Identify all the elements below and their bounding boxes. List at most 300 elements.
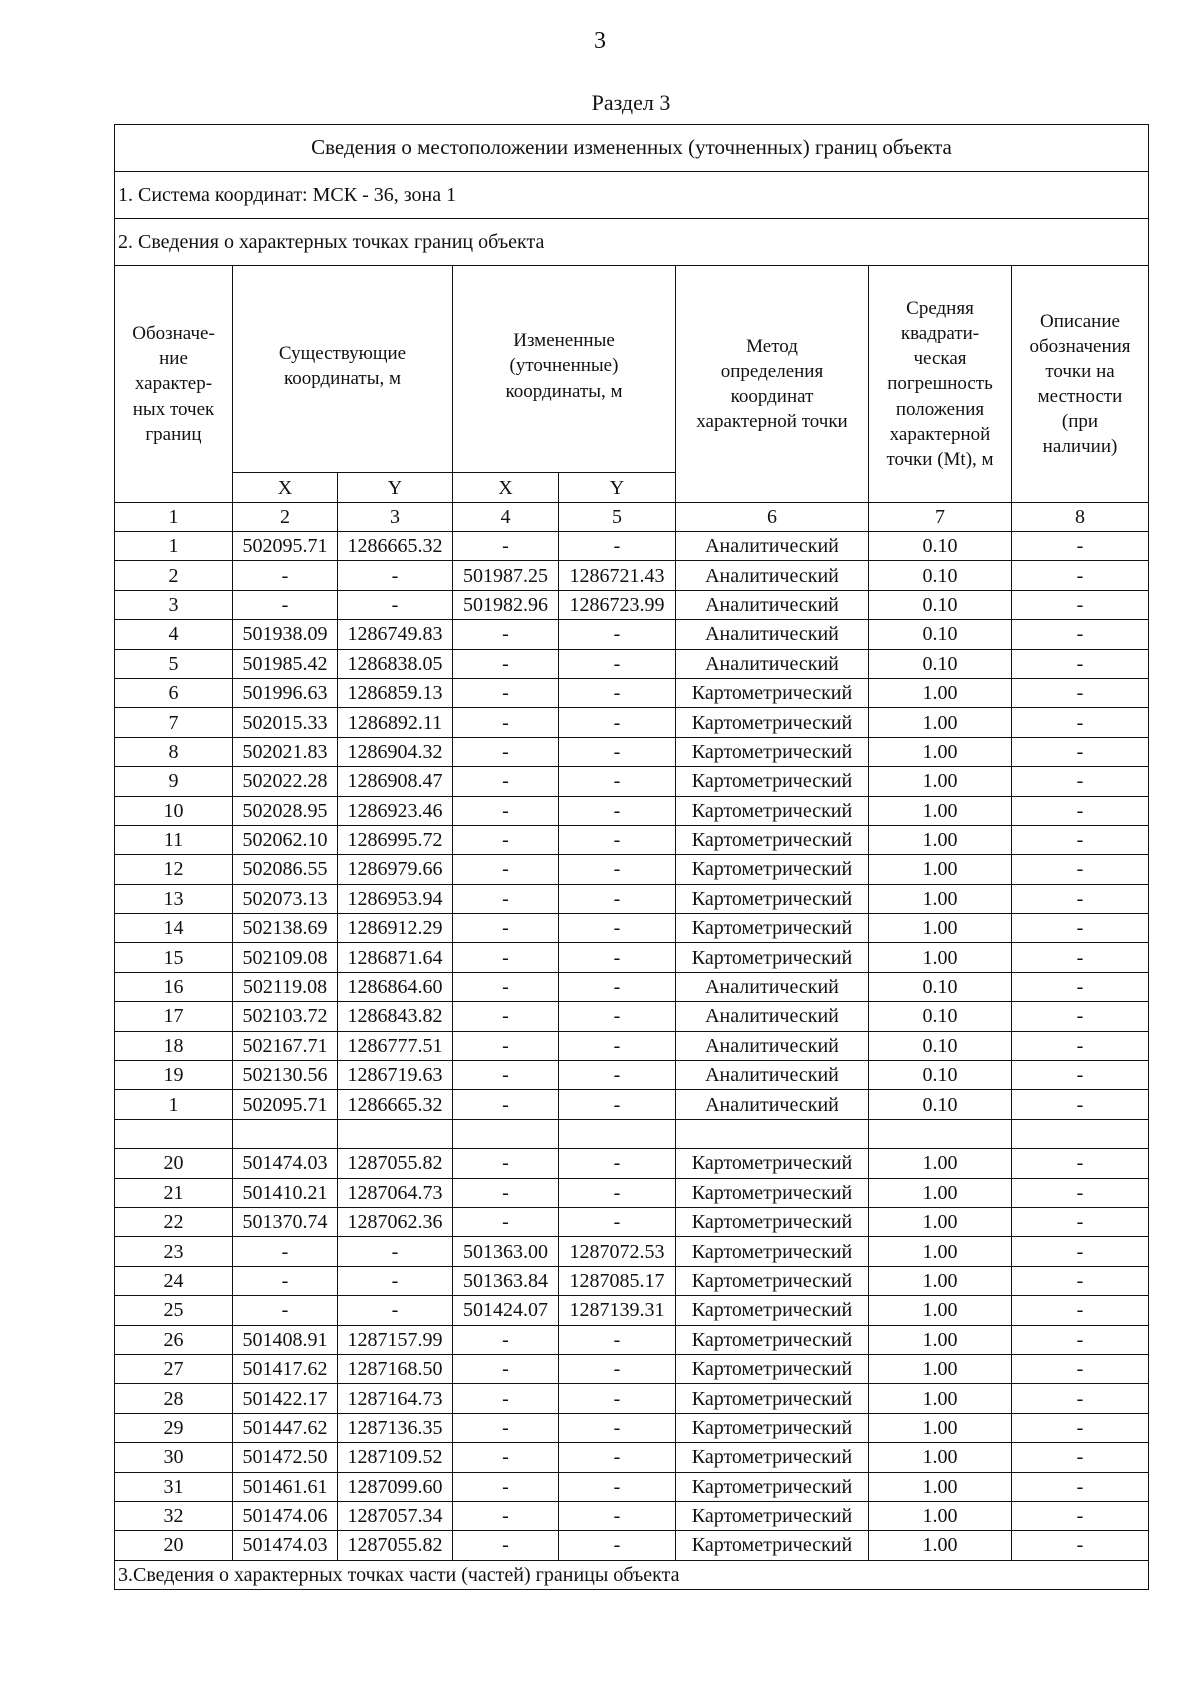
mean-error-cell: 1.00	[869, 1443, 1012, 1472]
method-cell	[676, 1119, 869, 1148]
method-cell: Картометрический	[676, 1325, 869, 1354]
mean-error-cell: 1.00	[869, 1266, 1012, 1295]
point-id-cell: 16	[115, 972, 233, 1001]
changed-x-cell: 501982.96	[453, 590, 559, 619]
points-heading-row	[115, 219, 1149, 266]
changed-y-cell: -	[559, 1149, 676, 1178]
description-cell: -	[1012, 649, 1149, 678]
table-row	[115, 1384, 1149, 1413]
point-id-cell: 9	[115, 767, 233, 796]
description-cell: -	[1012, 1413, 1149, 1442]
part-points-heading-row	[115, 1560, 1149, 1589]
table-row	[115, 708, 1149, 737]
changed-x-cell: -	[453, 884, 559, 913]
method-cell: Картометрический	[676, 914, 869, 943]
mean-error-cell: 1.00	[869, 708, 1012, 737]
point-id-cell	[115, 1119, 233, 1148]
method-cell: Картометрический	[676, 1149, 869, 1178]
point-id-cell: 14	[115, 914, 233, 943]
mean-error-cell: 0.10	[869, 590, 1012, 619]
changed-y-cell: -	[559, 620, 676, 649]
description-cell: -	[1012, 561, 1149, 590]
table-row	[115, 590, 1149, 619]
changed-y-cell: -	[559, 1061, 676, 1090]
method-cell: Аналитический	[676, 972, 869, 1001]
changed-x-cell: -	[453, 1149, 559, 1178]
table-row	[115, 532, 1149, 561]
description-cell: -	[1012, 1237, 1149, 1266]
changed-y-cell: -	[559, 914, 676, 943]
method-cell: Картометрический	[676, 1296, 869, 1325]
description-cell: -	[1012, 1472, 1149, 1501]
mean-error-cell	[869, 1119, 1012, 1148]
point-id-cell: 24	[115, 1266, 233, 1295]
column-number: 5	[559, 503, 676, 532]
changed-y-cell: 1287072.53	[559, 1237, 676, 1266]
table-row	[115, 884, 1149, 913]
mean-error-cell: 0.10	[869, 620, 1012, 649]
mean-error-cell: 1.00	[869, 884, 1012, 913]
method-cell: Картометрический	[676, 708, 869, 737]
changed-x-cell: -	[453, 1002, 559, 1031]
method-cell: Картометрический	[676, 1413, 869, 1442]
existing-y-cell: 1287062.36	[338, 1207, 453, 1236]
changed-x-cell: -	[453, 767, 559, 796]
table-row	[115, 767, 1149, 796]
changed-y-cell: -	[559, 1002, 676, 1031]
changed-y-cell: 1287085.17	[559, 1266, 676, 1295]
description-cell: -	[1012, 1443, 1149, 1472]
changed-y-cell: 1287139.31	[559, 1296, 676, 1325]
header-existing-coords: Существующие координаты, м	[233, 266, 453, 473]
description-cell: -	[1012, 590, 1149, 619]
table-row	[115, 1002, 1149, 1031]
table-row	[115, 1031, 1149, 1060]
point-id-cell: 30	[115, 1443, 233, 1472]
method-cell: Картометрический	[676, 767, 869, 796]
existing-y-cell: 1287064.73	[338, 1178, 453, 1207]
point-id-cell: 5	[115, 649, 233, 678]
point-id-cell: 12	[115, 855, 233, 884]
header-changed-y: Y	[559, 473, 676, 503]
point-id-cell: 3	[115, 590, 233, 619]
table-row	[115, 943, 1149, 972]
method-cell: Картометрический	[676, 825, 869, 854]
mean-error-cell: 1.00	[869, 1413, 1012, 1442]
method-cell: Аналитический	[676, 1031, 869, 1060]
description-cell: -	[1012, 796, 1149, 825]
method-cell: Аналитический	[676, 532, 869, 561]
point-id-cell: 28	[115, 1384, 233, 1413]
existing-y-cell: 1287136.35	[338, 1413, 453, 1442]
table-row	[115, 678, 1149, 707]
mean-error-cell: 1.00	[869, 767, 1012, 796]
existing-y-cell: 1286665.32	[338, 1090, 453, 1119]
changed-x-cell: -	[453, 796, 559, 825]
point-id-cell: 13	[115, 884, 233, 913]
column-number: 8	[1012, 503, 1149, 532]
changed-y-cell: -	[559, 1531, 676, 1560]
point-id-cell: 11	[115, 825, 233, 854]
method-cell: Картометрический	[676, 1354, 869, 1383]
changed-x-cell: -	[453, 1207, 559, 1236]
description-cell: -	[1012, 767, 1149, 796]
existing-y-cell: 1286777.51	[338, 1031, 453, 1060]
boundary-table	[114, 124, 1149, 1590]
description-cell: -	[1012, 1090, 1149, 1119]
changed-x-cell: -	[453, 1061, 559, 1090]
header-mean-error: Средняя квадрати- ческая погрешность положения характерной точки (Mt), м	[869, 266, 1012, 503]
changed-x-cell: -	[453, 1443, 559, 1472]
column-numbers-row	[115, 503, 1149, 532]
table-row	[115, 1354, 1149, 1383]
table-row	[115, 1501, 1149, 1530]
method-cell: Аналитический	[676, 1061, 869, 1090]
point-id-cell: 6	[115, 678, 233, 707]
header-existing-x: X	[233, 473, 338, 503]
column-number: 3	[338, 503, 453, 532]
method-cell: Картометрический	[676, 855, 869, 884]
existing-y-cell: -	[338, 1296, 453, 1325]
point-id-cell: 18	[115, 1031, 233, 1060]
column-number: 2	[233, 503, 338, 532]
table-row	[115, 737, 1149, 766]
point-id-cell: 21	[115, 1178, 233, 1207]
changed-y-cell: -	[559, 943, 676, 972]
header-existing-y: Y	[338, 473, 453, 503]
mean-error-cell: 1.00	[869, 943, 1012, 972]
existing-x-cell: 501985.42	[233, 649, 338, 678]
description-cell: -	[1012, 737, 1149, 766]
existing-y-cell: 1287164.73	[338, 1384, 453, 1413]
changed-y-cell: -	[559, 855, 676, 884]
changed-x-cell: -	[453, 1531, 559, 1560]
method-cell: Картометрический	[676, 1472, 869, 1501]
changed-y-cell: -	[559, 532, 676, 561]
mean-error-cell: 1.00	[869, 678, 1012, 707]
point-id-cell: 7	[115, 708, 233, 737]
table-row	[115, 1119, 1149, 1148]
description-cell: -	[1012, 1531, 1149, 1560]
description-cell: -	[1012, 825, 1149, 854]
point-id-cell: 10	[115, 796, 233, 825]
existing-x-cell: 501938.09	[233, 620, 338, 649]
existing-y-cell: 1286838.05	[338, 649, 453, 678]
table-row	[115, 855, 1149, 884]
table-row	[115, 620, 1149, 649]
changed-x-cell: 501424.07	[453, 1296, 559, 1325]
column-number: 1	[115, 503, 233, 532]
method-cell: Аналитический	[676, 1090, 869, 1119]
table-row	[115, 1443, 1149, 1472]
table-row	[115, 972, 1149, 1001]
changed-y-cell: -	[559, 678, 676, 707]
page-number: 3	[594, 28, 606, 54]
changed-x-cell: -	[453, 1354, 559, 1383]
existing-x-cell: 502022.28	[233, 767, 338, 796]
changed-y-cell: -	[559, 1325, 676, 1354]
mean-error-cell: 0.10	[869, 972, 1012, 1001]
mean-error-cell: 0.10	[869, 1061, 1012, 1090]
method-cell: Картометрический	[676, 678, 869, 707]
table-row	[115, 1472, 1149, 1501]
method-cell: Картометрический	[676, 1266, 869, 1295]
description-cell	[1012, 1119, 1149, 1148]
mean-error-cell: 1.00	[869, 1354, 1012, 1383]
description-cell: -	[1012, 884, 1149, 913]
changed-y-cell: -	[559, 767, 676, 796]
mean-error-cell: 0.10	[869, 561, 1012, 590]
mean-error-cell: 1.00	[869, 1207, 1012, 1236]
changed-x-cell: -	[453, 1384, 559, 1413]
section-title: Раздел 3	[591, 90, 671, 115]
table-row	[115, 1061, 1149, 1090]
mean-error-cell: 1.00	[869, 1296, 1012, 1325]
point-id-cell: 23	[115, 1237, 233, 1266]
method-cell: Картометрический	[676, 1178, 869, 1207]
existing-y-cell: 1287109.52	[338, 1443, 453, 1472]
method-cell: Картометрический	[676, 1531, 869, 1560]
changed-y-cell: -	[559, 1413, 676, 1442]
changed-y-cell: -	[559, 737, 676, 766]
changed-y-cell: -	[559, 708, 676, 737]
existing-x-cell: 502130.56	[233, 1061, 338, 1090]
table-row	[115, 1207, 1149, 1236]
method-cell: Аналитический	[676, 620, 869, 649]
point-id-cell: 22	[115, 1207, 233, 1236]
existing-x-cell: 501408.91	[233, 1325, 338, 1354]
existing-y-cell: 1286843.82	[338, 1002, 453, 1031]
point-id-cell: 1	[115, 1090, 233, 1119]
header-description: Описание обозначения точки на местности (при наличии)	[1012, 266, 1149, 503]
changed-y-cell: -	[559, 649, 676, 678]
table-row	[115, 1149, 1149, 1178]
table-row	[115, 1325, 1149, 1354]
changed-y-cell: -	[559, 1443, 676, 1472]
header-row	[115, 266, 1149, 473]
changed-x-cell: -	[453, 1178, 559, 1207]
method-cell: Аналитический	[676, 561, 869, 590]
mean-error-cell: 1.00	[869, 855, 1012, 884]
changed-y-cell: -	[559, 1090, 676, 1119]
header-method: Метод определения координат характерной точки	[676, 266, 869, 503]
existing-x-cell: -	[233, 1296, 338, 1325]
table-row	[115, 1266, 1149, 1295]
method-cell: Картометрический	[676, 1384, 869, 1413]
existing-x-cell: 501472.50	[233, 1443, 338, 1472]
existing-x-cell: 502062.10	[233, 825, 338, 854]
changed-y-cell: -	[559, 1178, 676, 1207]
table-row	[115, 1531, 1149, 1560]
mean-error-cell: 1.00	[869, 825, 1012, 854]
existing-x-cell: 502028.95	[233, 796, 338, 825]
changed-y-cell: 1286723.99	[559, 590, 676, 619]
mean-error-cell: 1.00	[869, 1531, 1012, 1560]
changed-x-cell: -	[453, 620, 559, 649]
description-cell: -	[1012, 532, 1149, 561]
changed-x-cell: -	[453, 972, 559, 1001]
existing-x-cell: 502109.08	[233, 943, 338, 972]
mean-error-cell: 1.00	[869, 796, 1012, 825]
method-cell: Картометрический	[676, 1443, 869, 1472]
existing-x-cell: 502138.69	[233, 914, 338, 943]
method-cell: Картометрический	[676, 1207, 869, 1236]
point-id-cell: 2	[115, 561, 233, 590]
existing-x-cell: 502086.55	[233, 855, 338, 884]
changed-x-cell: 501987.25	[453, 561, 559, 590]
point-id-cell: 15	[115, 943, 233, 972]
coord-system-row	[115, 172, 1149, 219]
existing-y-cell: -	[338, 590, 453, 619]
table-row	[115, 1237, 1149, 1266]
existing-y-cell: 1286864.60	[338, 972, 453, 1001]
existing-x-cell	[233, 1119, 338, 1148]
header-point-designation: Обозначе- ние характер- ных точек границ	[115, 266, 233, 503]
existing-x-cell: -	[233, 1266, 338, 1295]
changed-x-cell: -	[453, 1413, 559, 1442]
description-cell: -	[1012, 620, 1149, 649]
description-cell: -	[1012, 1501, 1149, 1530]
existing-y-cell: 1286912.29	[338, 914, 453, 943]
existing-y-cell: 1286908.47	[338, 767, 453, 796]
method-cell: Картометрический	[676, 796, 869, 825]
point-id-cell: 26	[115, 1325, 233, 1354]
existing-y-cell	[338, 1119, 453, 1148]
existing-x-cell: 501417.62	[233, 1354, 338, 1383]
column-number: 6	[676, 503, 869, 532]
mean-error-cell: 1.00	[869, 737, 1012, 766]
existing-y-cell: 1286892.11	[338, 708, 453, 737]
existing-x-cell: 501410.21	[233, 1178, 338, 1207]
changed-x-cell: 501363.84	[453, 1266, 559, 1295]
mean-error-cell: 1.00	[869, 1178, 1012, 1207]
existing-x-cell: -	[233, 561, 338, 590]
description-cell: -	[1012, 1296, 1149, 1325]
method-cell: Аналитический	[676, 649, 869, 678]
existing-y-cell: -	[338, 561, 453, 590]
existing-x-cell: 501422.17	[233, 1384, 338, 1413]
changed-y-cell: -	[559, 1354, 676, 1383]
changed-y-cell: -	[559, 825, 676, 854]
table-title-row	[115, 125, 1149, 172]
point-id-cell: 27	[115, 1354, 233, 1383]
description-cell: -	[1012, 972, 1149, 1001]
description-cell: -	[1012, 1354, 1149, 1383]
mean-error-cell: 0.10	[869, 532, 1012, 561]
existing-y-cell: 1286859.13	[338, 678, 453, 707]
method-cell: Аналитический	[676, 590, 869, 619]
description-cell: -	[1012, 855, 1149, 884]
existing-x-cell: 502095.71	[233, 1090, 338, 1119]
existing-x-cell: 501996.63	[233, 678, 338, 707]
description-cell: -	[1012, 1061, 1149, 1090]
changed-y-cell: 1286721.43	[559, 561, 676, 590]
description-cell: -	[1012, 678, 1149, 707]
existing-y-cell: -	[338, 1237, 453, 1266]
changed-x-cell: -	[453, 678, 559, 707]
description-cell: -	[1012, 1384, 1149, 1413]
existing-x-cell: 501474.06	[233, 1501, 338, 1530]
header-changed-x: X	[453, 473, 559, 503]
changed-y-cell: -	[559, 1501, 676, 1530]
point-id-cell: 4	[115, 620, 233, 649]
changed-x-cell: -	[453, 1501, 559, 1530]
existing-y-cell: 1287157.99	[338, 1325, 453, 1354]
table-row	[115, 1413, 1149, 1442]
changed-x-cell: -	[453, 1325, 559, 1354]
table-row	[115, 561, 1149, 590]
mean-error-cell: 1.00	[869, 1149, 1012, 1178]
changed-x-cell: 501363.00	[453, 1237, 559, 1266]
point-id-cell: 25	[115, 1296, 233, 1325]
existing-y-cell: 1286953.94	[338, 884, 453, 913]
existing-y-cell: 1286719.63	[338, 1061, 453, 1090]
header-changed-coords: Измененные (уточненные) координаты, м	[453, 266, 676, 473]
mean-error-cell: 0.10	[869, 649, 1012, 678]
existing-x-cell: 501461.61	[233, 1472, 338, 1501]
mean-error-cell: 1.00	[869, 914, 1012, 943]
table-title: Сведения о местоположении измененных (уточненных) границ объекта	[115, 125, 1149, 172]
column-number: 4	[453, 503, 559, 532]
mean-error-cell: 0.10	[869, 1090, 1012, 1119]
changed-x-cell: -	[453, 1472, 559, 1501]
coord-system: 1. Система координат: МСК - 36, зона 1	[115, 172, 1149, 219]
description-cell: -	[1012, 914, 1149, 943]
point-id-cell: 32	[115, 1501, 233, 1530]
existing-x-cell: 502167.71	[233, 1031, 338, 1060]
existing-y-cell: 1286979.66	[338, 855, 453, 884]
table-row	[115, 1178, 1149, 1207]
point-id-cell: 20	[115, 1149, 233, 1178]
changed-x-cell: -	[453, 914, 559, 943]
changed-x-cell: -	[453, 649, 559, 678]
mean-error-cell: 1.00	[869, 1472, 1012, 1501]
changed-y-cell	[559, 1119, 676, 1148]
description-cell: -	[1012, 708, 1149, 737]
existing-y-cell: 1286871.64	[338, 943, 453, 972]
point-id-cell: 8	[115, 737, 233, 766]
existing-y-cell: -	[338, 1266, 453, 1295]
table-row	[115, 1296, 1149, 1325]
description-cell: -	[1012, 943, 1149, 972]
existing-y-cell: 1286904.32	[338, 737, 453, 766]
table-row	[115, 825, 1149, 854]
mean-error-cell: 1.00	[869, 1384, 1012, 1413]
point-id-cell: 17	[115, 1002, 233, 1031]
method-cell: Аналитический	[676, 1002, 869, 1031]
part-points-heading: 3.Сведения о характерных точках части (частей) границы объекта	[115, 1560, 1149, 1589]
existing-x-cell: 502119.08	[233, 972, 338, 1001]
existing-y-cell: 1286665.32	[338, 532, 453, 561]
point-id-cell: 1	[115, 532, 233, 561]
existing-x-cell: -	[233, 590, 338, 619]
method-cell: Картометрический	[676, 884, 869, 913]
table-row	[115, 914, 1149, 943]
table-row	[115, 649, 1149, 678]
mean-error-cell: 1.00	[869, 1237, 1012, 1266]
method-cell: Картометрический	[676, 943, 869, 972]
point-id-cell: 19	[115, 1061, 233, 1090]
points-heading: 2. Сведения о характерных точках границ объекта	[115, 219, 1149, 266]
changed-y-cell: -	[559, 796, 676, 825]
changed-x-cell: -	[453, 855, 559, 884]
point-id-cell: 29	[115, 1413, 233, 1442]
existing-x-cell: 502103.72	[233, 1002, 338, 1031]
table-row	[115, 796, 1149, 825]
changed-x-cell: -	[453, 943, 559, 972]
column-number: 7	[869, 503, 1012, 532]
changed-x-cell	[453, 1119, 559, 1148]
